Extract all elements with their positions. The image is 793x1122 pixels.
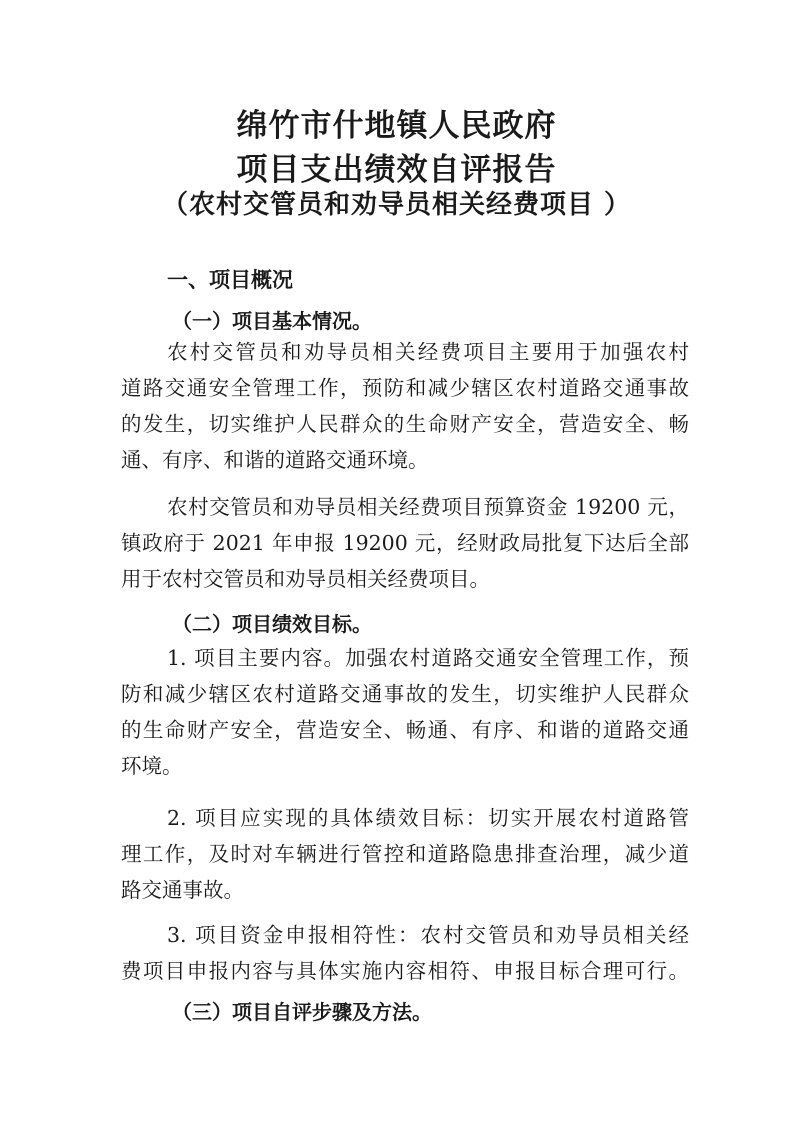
paragraph-line: 农村交管员和劝导员相关经费项目预算资金 19200 元，: [167, 495, 689, 519]
paragraph-project-purpose: [121, 334, 689, 478]
subsection-heading-performance-goals: （二）项目绩效目标。: [172, 612, 372, 636]
paragraph-line: 3. 项目资金申报相符性：农村交管员和劝导员相关经: [167, 923, 689, 947]
title-report: 项目支出绩效自评报告: [236, 152, 557, 188]
paragraph-line: 环境。: [121, 754, 183, 778]
paragraph-line: 1. 项目主要内容。加强农村道路交通安全管理工作，预: [167, 646, 689, 670]
paragraph-line: 的生命财产安全，营造安全、畅通、有序、和谐的道路交通: [121, 718, 689, 742]
paragraph-line: 防和减少辖区农村道路交通事故的发生，切实维护人民群众: [121, 682, 689, 706]
title-project: （农村交管员和劝导员相关经费项目 ）: [161, 190, 632, 220]
paragraph-line: 理工作，及时对车辆进行管控和道路隐患排查治理，减少道: [121, 842, 689, 866]
subsection-heading-evaluation-steps: （三）项目自评步骤及方法。: [172, 1000, 432, 1024]
paragraph-goal-1: [121, 640, 689, 784]
subsection-heading-basic-info: （一）项目基本情况。: [172, 309, 372, 333]
paragraph-line: 的发生，切实维护人民群众的生命财产安全，营造安全、畅: [121, 412, 689, 436]
paragraph-line: 道路交通安全管理工作，预防和减少辖区农村道路交通事故: [121, 376, 689, 400]
paragraph-line: 2. 项目应实现的具体绩效目标：切实开展农村道路管: [167, 806, 689, 830]
title-organization: 绵竹市什地镇人民政府: [236, 108, 557, 144]
paragraph-line: 费项目申报内容与具体实施内容相符、申报目标合理可行。: [121, 959, 689, 983]
paragraph-line: 镇政府于 2021 年申报 19200 元，经财政局批复下达后全部: [121, 531, 689, 555]
paragraph-goal-3: [121, 917, 689, 989]
paragraph-line: 通、有序、和谐的道路交通环境。: [121, 448, 429, 472]
paragraph-line: 路交通事故。: [121, 878, 244, 902]
paragraph-line: 农村交管员和劝导员相关经费项目主要用于加强农村: [167, 340, 689, 364]
section-heading-overview: 一、项目概况: [167, 268, 293, 292]
paragraph-goal-2: [121, 800, 689, 908]
paragraph-line: 用于农村交管员和劝导员相关经费项目。: [121, 567, 490, 591]
paragraph-project-budget: [121, 489, 689, 597]
